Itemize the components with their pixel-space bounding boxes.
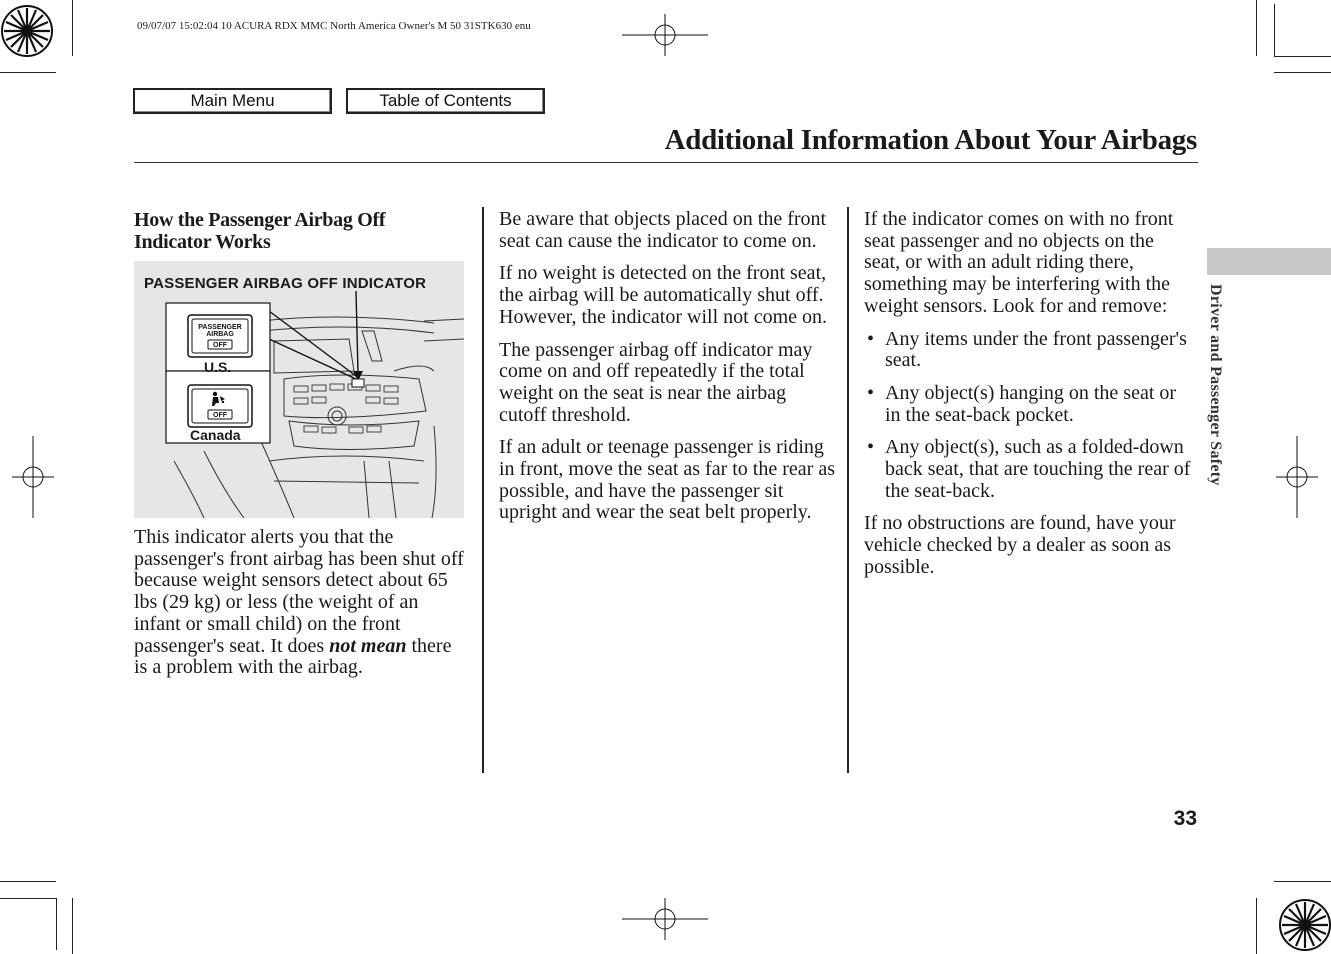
section-heading-line: Indicator Works — [134, 231, 271, 253]
crop-mark — [0, 898, 56, 899]
crop-mark — [1274, 881, 1331, 882]
list-item: • Any object(s), such as a folded-down back seat, that are touching the rear of the seat-back. — [864, 437, 1194, 502]
paragraph: Be aware that objects placed on the front seat can cause the indicator to come on. — [499, 208, 827, 252]
paragraph: If no obstructions are found, have your vehicle checked by a dealer as soon as possible. — [864, 512, 1176, 578]
list-item: • Any object(s) hanging on the seat or in the seat-back pocket. — [864, 383, 1194, 426]
crop-mark — [1274, 72, 1331, 73]
list-item: • Any items under the front passenger's seat. — [864, 329, 1194, 372]
crop-mark — [72, 0, 73, 56]
indicator-explanation-tail: there is a problem with the airbag. — [134, 634, 452, 679]
indicator-explanation — [134, 527, 464, 679]
crop-mark — [0, 72, 56, 73]
section-side-label-text: Driver and Passenger Safety — [1207, 284, 1224, 486]
figure-caption: PASSENGER AIRBAG OFF INDICATOR — [144, 275, 427, 292]
crosshair-right-icon — [1274, 434, 1320, 520]
column-3 — [864, 209, 1194, 590]
column-divider — [482, 207, 484, 773]
crop-mark — [72, 898, 73, 954]
section-heading — [134, 209, 464, 253]
us-switch-label-top: PASSENGER — [198, 324, 242, 331]
crosshair-left-icon — [10, 434, 56, 520]
column-1 — [134, 209, 464, 690]
crop-mark — [1274, 4, 1275, 56]
canada-label: Canada — [190, 427, 241, 443]
us-off-text: OFF — [213, 342, 227, 349]
crop-mark — [1256, 0, 1257, 56]
page-number: 33 — [1173, 807, 1197, 830]
crosshair-bottom-icon — [620, 896, 710, 942]
indicator-explanation-text: This indicator alerts you that the passenger's front airbag has been shut off because weight sensors detect about 65 lbs (29 kg) or less (the weight of an infant or small child) on the front passenger's seat. It does — [134, 526, 464, 657]
crop-mark — [56, 898, 57, 950]
main-menu-button[interactable]: Main Menu — [133, 88, 332, 114]
page-title: Additional Information About Your Airbags — [664, 124, 1197, 156]
bullet-list — [864, 329, 1194, 503]
column-2 — [499, 209, 837, 535]
indicator-illustration — [134, 261, 464, 518]
us-switch-label-bottom: AIRBAG — [206, 331, 234, 338]
section-tab-marker — [1207, 248, 1331, 275]
emphasis-text: not mean — [329, 634, 407, 657]
paragraph: If an adult or teenage passenger is riding in front, move the seat as far to the rear as possible, and have the passenger sit upright and wear the seat belt properly. — [499, 436, 835, 524]
section-side-label — [1198, 284, 1238, 524]
dashboard-drawing — [134, 261, 464, 518]
crop-mark — [1256, 898, 1257, 954]
column-divider — [847, 207, 849, 773]
canada-off-text: OFF — [213, 412, 227, 419]
us-label: U.S. — [204, 359, 232, 375]
paragraph: If no weight is detected on the front seat, the airbag will be automatically shut off. However, the indicator will not come on. — [499, 262, 827, 328]
crop-mark — [1274, 56, 1331, 57]
title-divider — [134, 162, 1198, 163]
registration-mark-bottom-right-icon — [1278, 898, 1331, 954]
crop-mark — [0, 881, 56, 882]
table-of-contents-button[interactable]: Table of Contents — [346, 88, 545, 114]
section-heading-line: How the Passenger Airbag Off — [134, 209, 386, 231]
paragraph: The passenger airbag off indicator may come on and off repeatedly if the total weight on the seat is near the airbag cutoff threshold. — [499, 338, 813, 426]
registration-mark-top-left-icon — [0, 4, 56, 60]
print-stamp: 09/07/07 15:02:04 10 ACURA RDX MMC North America Owner's M 50 31STK630 enu — [137, 20, 531, 32]
crosshair-top-icon — [620, 12, 710, 58]
paragraph: If the indicator comes on with no front seat passenger and no objects on the seat, or with an adult riding there, something may be interfering with the weight sensors. Look for and remove: — [864, 208, 1174, 317]
